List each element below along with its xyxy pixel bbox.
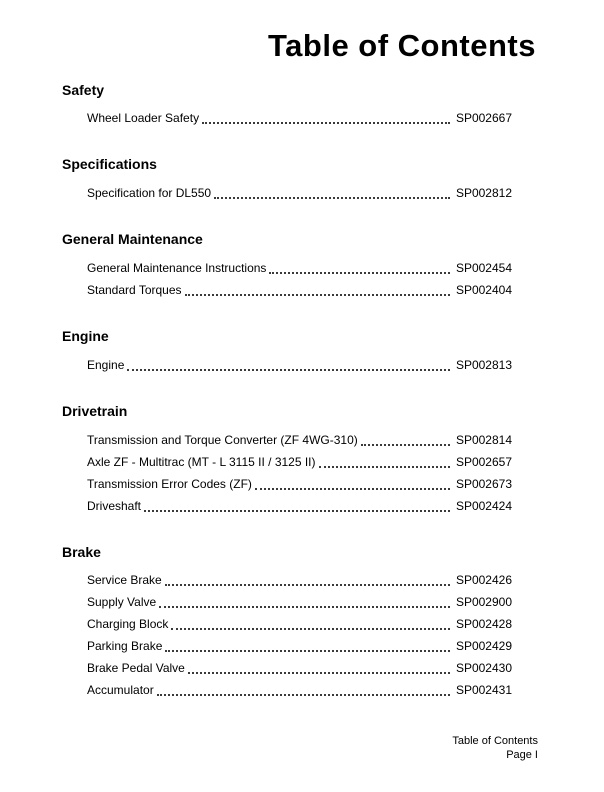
toc-entry[interactable] [87, 354, 512, 376]
section-heading: Drivetrain [62, 402, 128, 419]
section-entries [62, 569, 536, 701]
entry-code: SP002813 [455, 357, 512, 372]
dot-leader [185, 294, 450, 296]
toc-section [62, 328, 536, 376]
entry-label: Wheel Loader Safety [87, 111, 200, 126]
section-entries [62, 429, 536, 517]
dot-leader [269, 272, 450, 274]
entry-code: SP002657 [455, 454, 512, 469]
dot-leader [255, 488, 450, 490]
toc-entry[interactable] [87, 591, 512, 613]
section-entries [62, 182, 536, 204]
entry-label: Accumulator [87, 683, 154, 698]
entry-code: SP002431 [455, 683, 512, 698]
entry-code: SP002430 [455, 661, 512, 676]
entry-label: Driveshaft [87, 498, 142, 513]
section-heading: General Maintenance [62, 231, 203, 248]
entry-label: Standard Torques [87, 283, 182, 298]
toc-entry[interactable] [87, 107, 512, 129]
dot-leader [319, 466, 450, 468]
toc-entry[interactable] [87, 679, 512, 701]
dot-leader [165, 584, 450, 586]
dot-leader [157, 694, 450, 696]
toc-entry[interactable] [87, 495, 512, 517]
section-heading: Specifications [62, 156, 157, 173]
footer-page-number: Page I [506, 749, 538, 761]
toc-entry[interactable] [87, 279, 512, 301]
section-entries [62, 107, 536, 129]
dot-leader [144, 510, 450, 512]
toc-entry[interactable] [87, 451, 512, 473]
page-title: Table of Contents [268, 28, 536, 63]
section-heading: Engine [62, 328, 109, 345]
entry-code: SP002673 [455, 476, 512, 491]
section-entries [62, 354, 536, 376]
dot-leader [214, 197, 450, 199]
entry-code: SP002429 [455, 639, 512, 654]
toc-entry[interactable] [87, 635, 512, 657]
entry-label: Supply Valve [87, 595, 157, 610]
toc-entry[interactable] [87, 657, 512, 679]
entry-label: Brake Pedal Valve [87, 661, 185, 676]
entry-code: SP002812 [455, 186, 512, 201]
toc-entry[interactable] [87, 257, 512, 279]
toc-sections [62, 82, 536, 702]
toc-entry[interactable] [87, 429, 512, 451]
entry-code: SP002428 [455, 617, 512, 632]
toc-section [62, 156, 536, 204]
dot-leader [171, 628, 450, 630]
entry-label: Parking Brake [87, 639, 163, 654]
entry-label: General Maintenance Instructions [87, 261, 267, 276]
toc-section [62, 403, 536, 517]
toc-section [62, 82, 536, 130]
entry-label: Transmission and Torque Converter (ZF 4WG-310) [87, 432, 358, 447]
toc-entry[interactable] [87, 473, 512, 495]
dot-leader [165, 650, 450, 652]
dot-leader [202, 122, 450, 124]
dot-leader [361, 444, 450, 446]
dot-leader [159, 606, 450, 608]
entry-label: Transmission Error Codes (ZF) [87, 476, 252, 491]
entry-code: SP002424 [455, 498, 512, 513]
section-heading: Safety [62, 81, 105, 98]
entry-code: SP002426 [455, 573, 512, 588]
toc-entry[interactable] [87, 613, 512, 635]
entry-code: SP002404 [455, 283, 512, 298]
entry-label: Specification for DL550 [87, 186, 212, 201]
entry-label: Charging Block [87, 617, 169, 632]
dot-leader [127, 369, 450, 371]
toc-section [62, 231, 536, 301]
toc-section [62, 544, 536, 702]
entry-code: SP002900 [455, 595, 512, 610]
entry-label: Axle ZF - Multitrac (MT - L 3115 II / 3125 II) [87, 454, 316, 469]
entry-code: SP002454 [455, 261, 512, 276]
footer-title: Table of Contents [452, 735, 538, 747]
page-footer [452, 734, 538, 762]
entry-label: Engine [87, 357, 125, 372]
toc-entry[interactable] [87, 182, 512, 204]
entry-label: Service Brake [87, 573, 162, 588]
section-entries [62, 257, 536, 301]
dot-leader [188, 672, 450, 674]
toc-entry[interactable] [87, 569, 512, 591]
entry-code: SP002667 [455, 111, 512, 126]
section-heading: Brake [62, 543, 101, 560]
entry-code: SP002814 [455, 432, 512, 447]
